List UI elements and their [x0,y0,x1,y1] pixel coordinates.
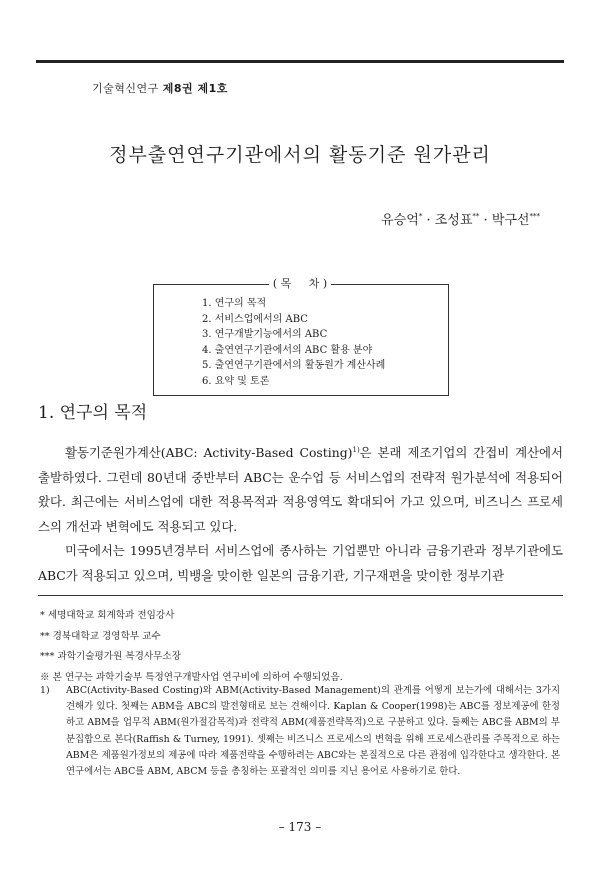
journal-header-rule [36,60,564,63]
footnote-number: 1) [40,685,50,696]
body-paragraph-2: 미국에서는 1995년경부터 서비스업에 종사하는 기업뿐만 아니라 금융기관과 정부기관에도 ABC가 적용되고 있으며, 빅뱅을 맞이한 일본의 금융기관, 기구재편을 맞이한 정부기관 [38,543,563,583]
journal-name: 기술혁신연구 [92,82,159,95]
affiliation-note: * 세명대학교 회계학과 전임강사 [40,610,175,621]
toc-item: 6. 요약 및 토론 [202,375,270,387]
footnote-text: ABC(Activity-Based Costing)와 ABM(Activity-Based Management)의 관계를 어떻게 보는가에 대해서는 3가지 견해가 있다. 첫째는 ABM을 ABC의 발전형태로 보는 견해이다. Kaplan & Cooper(1998)는 ABC를 정보제공에 한정하고 ABM을 업무적 ABM(원가절감목적)과 전략적 ABM(제품전략목적)으로 구분하고 있다. 둘째는 ABC를 ABM의 부분집합으로 본다(Raffish & Turney, 1991). 셋째는 비즈니스 프로세스의 변혁을 위해 프로세스관리를 주목적으로 하는 ABM은 제품원가정보의 제공에 따라 제품전략을 수행하려는 ABC와는 본질적으로 다른 관점에 입각한다고 생각한다. 본 연구에서는 ABC를 ABM, ABCM 등을 총칭하는 포괄적인 의미를 지닌 용어로 사용하기로 한다. [66,685,560,778]
toc-item: 1. 연구의 목적 [202,298,267,309]
author-3: 박구선 [491,213,530,228]
funding-note: ※ 본 연구는 과학기술부 특정연구개발사업 연구비에 의하여 수행되었음. [40,671,343,683]
toc-item: 2. 서비스업에서의 ABC [202,313,308,325]
footnote-rule [38,595,563,596]
toc-item: 3. 연구개발기능에서의 ABC [202,329,328,340]
page-number: – 173 – [278,820,322,834]
toc-list [202,296,385,389]
author-separator: · [479,213,492,228]
author-2: 조성표 [434,213,473,228]
footnote-1 [40,683,560,780]
journal-header [92,80,228,96]
toc-item: 4. 출연연구기관에서의 ABC 활용 분야 [202,344,373,356]
author-1-mark: * [418,212,423,221]
author-1: 유승억 [381,213,419,228]
body-text-span: 은 본래 제조기업의 간접비 계산에서 출발하였다. 그런데 80년대 중반부터 ABC는 운수업 등 서비스업의 전략적 원가분석에 적용되어 왔다. 최근에는 서비스업에 대한 적용목적과 적용영역도 확대되어 가고 있으며, 비즈니스 프로세스의 개선과 변혁에도 적용되고 있다. [38,445,563,534]
affiliation-note: *** 과학기술평가원 복경사무소장 [40,651,181,662]
affiliation-notes [40,606,343,688]
section-heading: 1. 연구의 목적 [38,403,148,423]
body-text-span: 활동기준원가계산(ABC: Activity-Based Costing) [65,445,353,461]
affiliation-note: ** 경북대학교 경영학부 교수 [40,630,161,642]
author-2-mark: ** [472,212,480,221]
toc-heading-text: ( 목 차 ) [269,277,331,290]
toc-heading [0,275,600,291]
footnote-reference[interactable]: 1) [352,446,360,454]
toc-item: 5. 출연연구기관에서의 활동원가 계산사례 [202,360,386,371]
journal-issue: 제8권 제1호 [162,82,228,95]
author-separator: · [422,213,435,228]
paper-title: 정부출연연구기관에서의 활동기준 원가관리 [109,144,491,166]
body-paragraph-1 [38,438,563,539]
author-3-mark: *** [529,212,540,221]
author-line [381,209,540,228]
body-text [38,438,563,588]
